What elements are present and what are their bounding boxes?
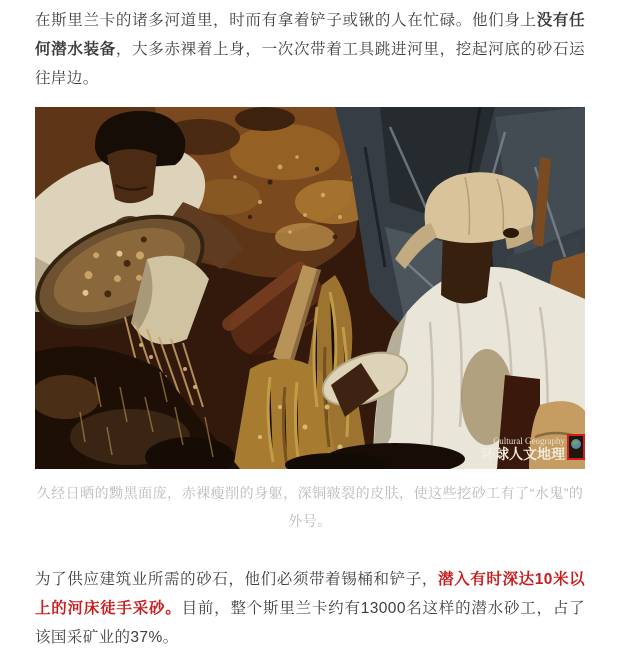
detail-text-1: 为了供应建筑业所需的砂石，他们必须带着锡桶和铲子， (35, 571, 438, 588)
intro-text-1: 在斯里兰卡的诸多河道里，时而有拿着铲子或锹的人在忙碌。他们身上 (35, 12, 537, 29)
detail-paragraph (35, 565, 585, 652)
detail-text-2: 目前，整个斯里兰卡约有13000名这样的潜水砂工，占了该国采矿业的37%。 (35, 600, 586, 646)
intro-text-2: ，大多赤裸着上身，一次次带着工具跳进河里，挖起河底的砂石运往岸边。 (35, 41, 585, 87)
left-miner-face (107, 149, 157, 203)
watermark-cn: 环球人文地理 (481, 446, 565, 462)
watermark-en: Cultural Geography (493, 436, 565, 446)
intro-text-bold: 没有任何潜水装备 (35, 12, 586, 58)
article-photo[interactable] (35, 107, 585, 469)
detail-text-highlight: 潜入有时深达10米以上的河床徒手采砂。 (35, 571, 585, 617)
photo-caption: 久经日晒的黝黑面庞，赤裸瘦削的身躯，深铜皲裂的皮肤，使这些挖砂工有了“水鬼”的外号。 (36, 485, 584, 529)
sand-miners-photo-illustration (35, 107, 585, 469)
intro-paragraph (35, 6, 585, 93)
watermark (481, 435, 584, 462)
